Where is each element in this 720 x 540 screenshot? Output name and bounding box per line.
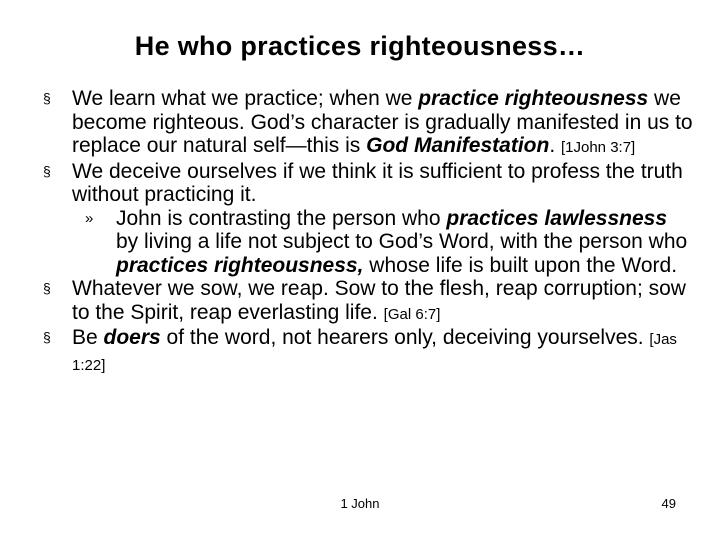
emphasis-text: practices lawlessness [446, 206, 668, 230]
bullet-text: John is contrasting the person who [116, 206, 447, 230]
bullet-marker: § [43, 162, 51, 179]
bullet-text: We deceive ourselves if we think it is sufficient to profess the truth without practicing it. [72, 159, 683, 206]
sub-bullet-marker: » [85, 209, 94, 227]
bullet-marker: § [43, 90, 51, 106]
emphasis-text: practice righteousness [418, 87, 649, 110]
bullet-text: Whatever we sow, we reap. Sow to the flesh, reap corruption; sow to the Spirit, reap everlasting life. [72, 277, 686, 324]
bullet-text: of the word, not hearers only, deceiving yourselves. [160, 326, 650, 349]
bullet-item [43, 87, 693, 160]
sub-bullet-item [43, 207, 693, 278]
scripture-reference: [Jas 1:22] [72, 331, 677, 374]
bullet-text: whose life is built upon the Word. [363, 253, 678, 277]
slide-title: He who practices righteousness… [134, 31, 586, 61]
bullet-text: by living a life not subject to God’s Word, with the person who [116, 230, 688, 253]
slide-body [43, 87, 693, 377]
page-number: 49 [661, 496, 676, 511]
bullet-item [43, 160, 693, 207]
bullet-item [43, 277, 693, 326]
bullet-text: we become righteous. God’s character is gradually manifested in us to replace our natural self—this is [72, 87, 693, 157]
bullet-text: We learn what we practice; when we [72, 87, 419, 110]
bullet-marker: § [43, 329, 51, 345]
bullet-item [43, 326, 693, 377]
footer-book-label: 1 John [340, 496, 380, 511]
bullet-marker: § [43, 280, 51, 296]
scripture-reference: [Gal 6:7] [383, 305, 441, 323]
emphasis-text: practices righteousness, [116, 253, 364, 277]
scripture-reference: [1John 3:7] [560, 139, 636, 156]
emphasis-text: doers [103, 326, 161, 349]
emphasis-text: God Manifestation [366, 134, 550, 157]
bullet-text: Be [72, 326, 104, 349]
bullet-text: . [549, 134, 561, 157]
